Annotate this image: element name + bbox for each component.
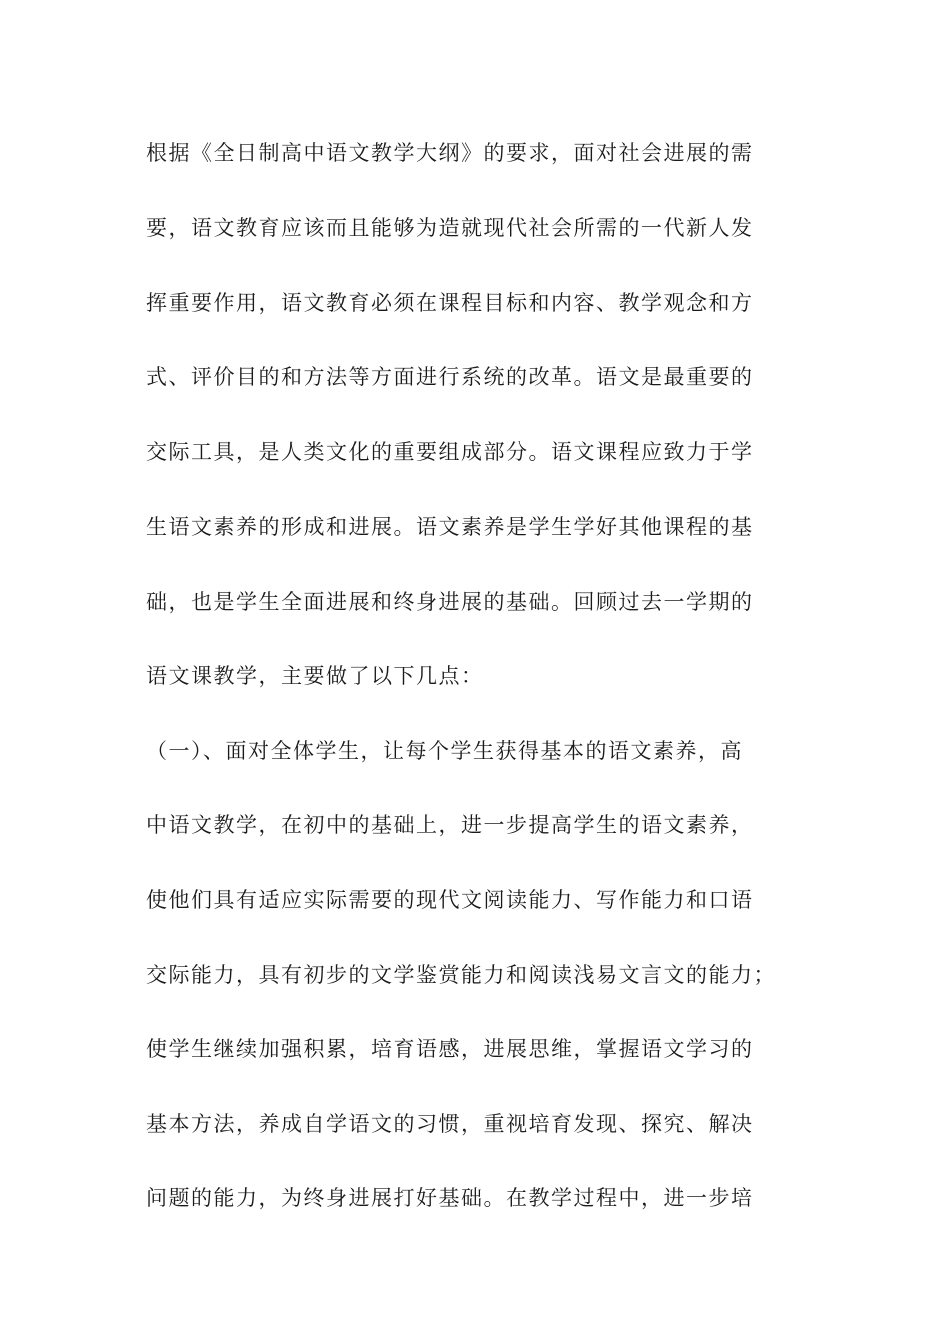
paragraph-line-12: 交际能力，具有初步的文学鉴赏能力和阅读浅易文言文的能力； <box>146 963 776 987</box>
paragraph-line-7: 础，也是学生全面进展和终身进展的基础。回顾过去一学期的 <box>146 590 754 614</box>
paragraph-line-5: 交际工具，是人类文化的重要组成部分。语文课程应致力于学 <box>146 440 754 464</box>
paragraph-line-10: 中语文教学，在初中的基础上，进一步提高学生的语文素养， <box>146 813 754 837</box>
paragraph-line-8: 语文课教学，主要做了以下几点： <box>146 664 484 688</box>
paragraph-line-15: 问题的能力，为终身进展打好基础。在教学过程中，进一步培 <box>146 1186 754 1210</box>
paragraph-line-6: 生语文素养的形成和进展。语文素养是学生学好其他课程的基 <box>146 515 754 539</box>
paragraph-line-4: 式、评价目的和方法等方面进行系统的改革。语文是最重要的 <box>146 365 754 389</box>
paragraph-line-1: 根据《全日制高中语文教学大纲》的要求，面对社会进展的需 <box>146 141 754 165</box>
paragraph-line-14: 基本方法，养成自学语文的习惯，重视培育发现、探究、解决 <box>146 1112 754 1136</box>
paragraph-line-3: 挥重要作用，语文教育必须在课程目标和内容、教学观念和方 <box>146 291 754 315</box>
paragraph-line-2: 要，语文教育应该而且能够为造就现代社会所需的一代新人发 <box>146 216 754 240</box>
paragraph-line-11: 使他们具有适应实际需要的现代文阅读能力、写作能力和口语 <box>146 888 754 912</box>
paragraph-line-13: 使学生继续加强积累，培育语感，进展思维，掌握语文学习的 <box>146 1037 754 1061</box>
paragraph-line-9: （一）、面对全体学生，让每个学生获得基本的语文素养，高 <box>146 739 743 763</box>
